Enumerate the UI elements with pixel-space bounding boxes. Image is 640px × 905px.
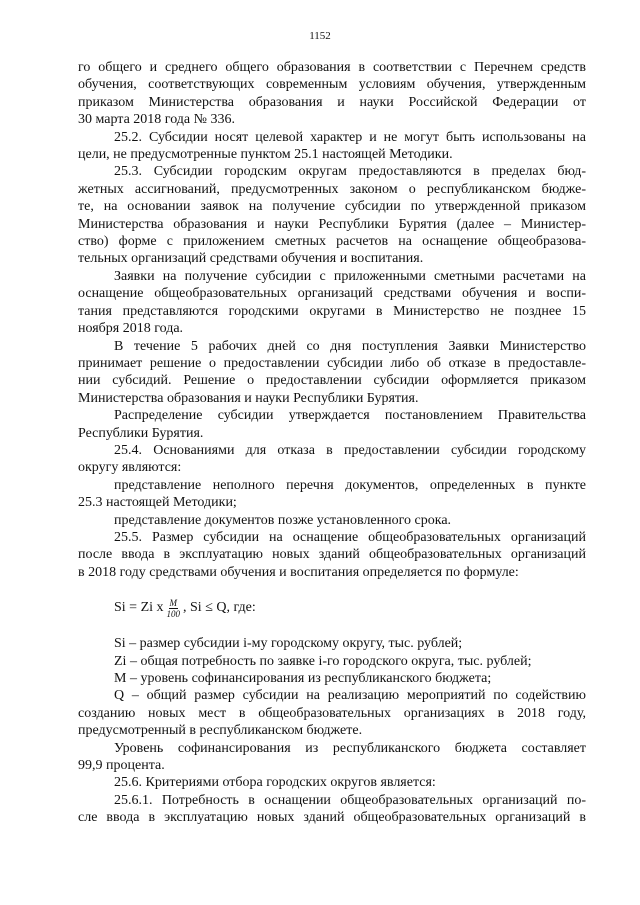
text-block-after-formula — [78, 635, 586, 826]
text-line: Заявки на получение субсидии с приложенными сметными расчетами на — [114, 268, 586, 284]
text-line: приказом Министерства образования и науки Российской Федерации от — [78, 94, 586, 110]
text-line: после ввода в эксплуатацию новых зданий общеобразовательных организаций — [78, 547, 586, 563]
formula — [78, 585, 586, 631]
text-line: В течение 5 рабочих дней со дня поступления Заявки Министерство — [114, 338, 586, 354]
formula-fraction — [166, 598, 182, 619]
text-line: принимает решение о предоставлении субсидии либо об отказе в предоставле- — [78, 355, 586, 371]
page-number: 1152 — [309, 30, 331, 42]
text-line: предусмотренный в республиканском бюджете. — [78, 723, 363, 739]
text-line: Уровень софинансирования из республиканского бюджета составляет — [114, 740, 586, 756]
text-line: оснащение общеобразовательных организаций средствами обучения и воспи- — [78, 286, 586, 302]
text-line: M – уровень софинансирования из республиканского бюджета; — [114, 671, 492, 686]
text-line: Q – общий размер субсидии на реализацию мероприятий по содействию — [114, 688, 586, 704]
text-line: 25.5. Размер субсидии на оснащение общеобразовательных организаций — [114, 529, 586, 545]
text-block-before-formula — [78, 59, 586, 581]
text-line: обучения, соответствующих современным условиям обучения, утвержденным — [78, 77, 586, 93]
text-line: Распределение субсидии утверждается постановлением Правительства — [114, 408, 586, 424]
text-line: Республики Бурятия. — [78, 425, 204, 441]
text-line: 25.6. Критериями отбора городских округов является: — [114, 775, 436, 791]
text-line: го общего и среднего общего образования в соответствии с Перечнем средств — [78, 60, 586, 75]
text-line: 25.6.1. Потребность в оснащении общеобразовательных организаций по- — [114, 792, 586, 808]
text-line: Министерства образования и науки Республики Бурятия. — [78, 390, 419, 406]
text-line: ство) форме с приложением сметных расчетов на оснащение общеобразова- — [78, 234, 586, 250]
text-line: тельных организаций средствами обучения и воспитания. — [78, 251, 424, 267]
text-line: Si – размер субсидии i-му городскому округу, тыс. рублей; — [114, 636, 463, 652]
formula-denominator: 100 — [166, 608, 181, 619]
text-line: представление неполного перечня документов, определенных в пункте — [114, 477, 586, 493]
text-line: тания представляются городскими округами в Министерство не позднее 15 — [78, 303, 586, 319]
formula-left: Si = Zi x — [114, 600, 164, 616]
text-line: сле ввода в эксплуатацию новых зданий общеобразовательных организаций в — [78, 810, 586, 826]
text-line: 25.2. Субсидии носят целевой характер и не могут быть использованы на — [114, 129, 586, 145]
text-line: 25.3 настоящей Методики; — [78, 495, 237, 511]
text-line: ноября 2018 года. — [78, 321, 184, 337]
text-line: 25.4. Основаниями для отказа в предоставлении субсидии городскому — [114, 442, 586, 458]
text-line: 25.3. Субсидии городским округам предоставляются в пределах бюд- — [114, 164, 586, 180]
text-line: в 2018 году средствами обучения и воспитания определяется по формуле: — [78, 564, 519, 580]
text-line: те, на основании заявок на получение субсидии по утвержденной приказом — [78, 199, 586, 215]
text-line: 30 марта 2018 года № 336. — [78, 112, 235, 128]
body-text — [78, 59, 586, 827]
text-line: нии субсидий. Решение о предоставлении субсидии оформляется приказом — [78, 373, 586, 389]
text-line: 99,9 процента. — [78, 758, 165, 774]
text-line: созданию новых мест в общеобразовательных организациях в 2018 году, — [78, 705, 586, 721]
formula-right: , Si ≤ Q, где: — [183, 600, 256, 616]
formula-numerator: M — [169, 597, 178, 608]
text-line: Министерства образования и науки Республики Бурятия (далее – Министер- — [78, 216, 586, 232]
text-line: округу являются: — [78, 460, 182, 476]
text-line: жетных ассигнований, предусмотренных законом о республиканском бюдже- — [78, 181, 586, 197]
text-line: представление документов позже установленного срока. — [114, 512, 452, 528]
text-line: Zi – общая потребность по заявке i-го городского округа, тыс. рублей; — [114, 653, 532, 669]
text-line: цели, не предусмотренные пунктом 25.1 настоящей Методики. — [78, 147, 453, 163]
